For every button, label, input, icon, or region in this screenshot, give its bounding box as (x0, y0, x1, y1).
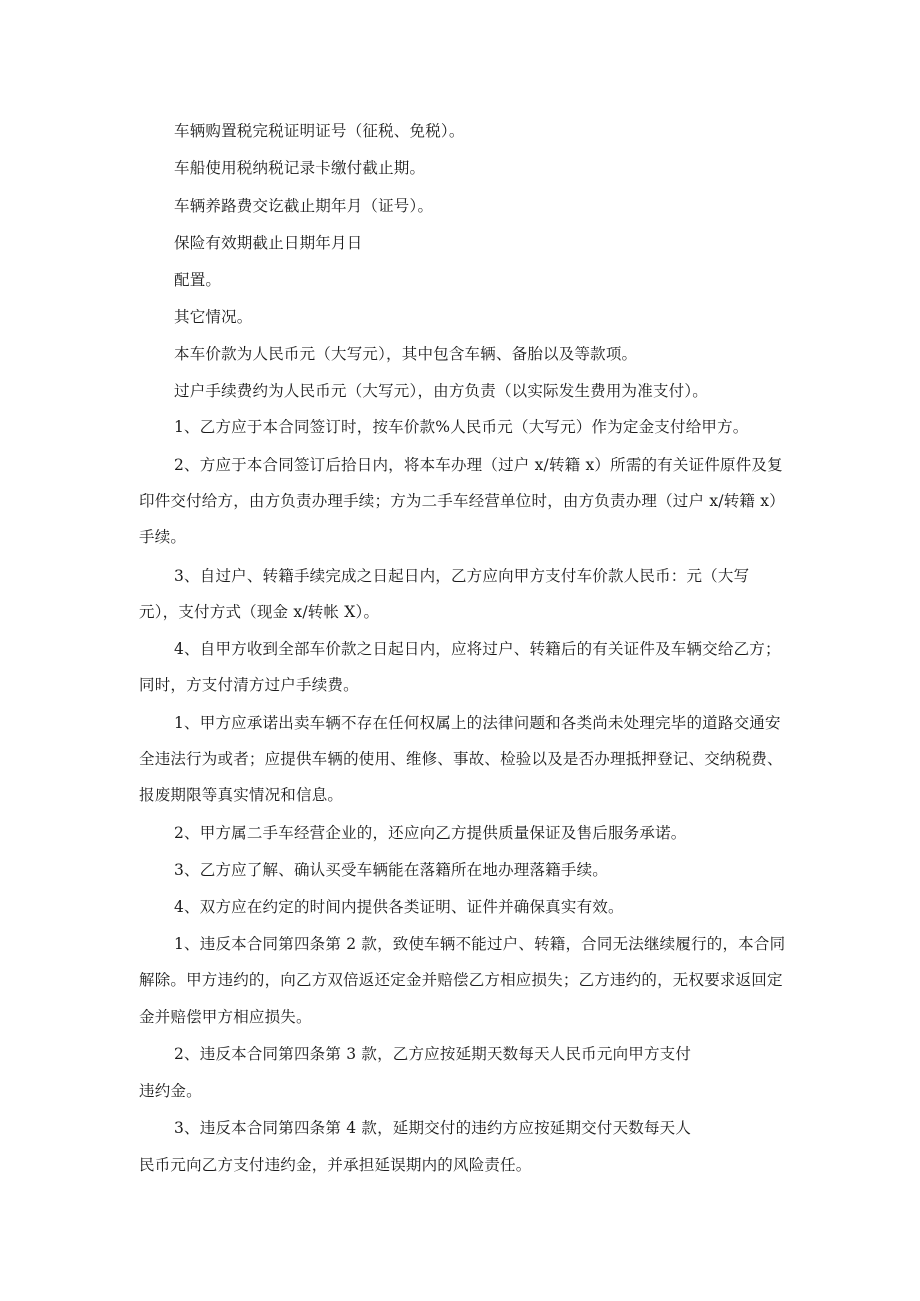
text-line: 保险有效期截止日期年月日 (174, 234, 363, 252)
text-line: 2、方应于本合同签订后拾日内，将本车办理（过户 x/转籍 x）所需的有关证件原件及复 (174, 456, 783, 474)
text-line: 其它情况。 (174, 308, 253, 326)
text-line: 4、双方应在约定的时间内提供各类证明、证件并确保真实有效。 (174, 898, 624, 916)
text-line: 2、甲方属二手车经营企业的，还应向乙方提供质量保证及售后服务承诺。 (174, 824, 687, 842)
text-line: 金并赔偿甲方相应损失。 (139, 1008, 312, 1026)
text-line: 元），支付方式（现金 x/转帐 X）。 (139, 603, 380, 621)
text-line: 过户手续费约为人民币元（大写元），由方负责（以实际发生费用为准支付）。 (174, 382, 709, 400)
text-line: 4、自甲方收到全部车价款之日起日内，应将过户、转籍后的有关证件及车辆交给乙方； (174, 640, 781, 658)
text-line: 印件交付给方，由方负责办理手续；方为二手车经营单位时，由方负责办理（过户 x/转籍 x） (139, 492, 785, 510)
text-line: 2、违反本合同第四条第 3 款，乙方应按延期天数每天人民币元向甲方支付 (174, 1045, 692, 1063)
text-line: 车辆养路费交讫截止期年月（证号）。 (174, 197, 434, 215)
text-line: 解除。甲方违约的，向乙方双倍返还定金并赔偿乙方相应损失；乙方违约的，无权要求返回定 (139, 971, 783, 989)
text-line: 全违法行为或者；应提供车辆的使用、维修、事故、检验以及是否办理抵押登记、交纳税费、 (139, 750, 783, 768)
text-line: 1、甲方应承诺出卖车辆不存在任何权属上的法律问题和各类尚未处理完毕的道路交通安 (174, 714, 781, 732)
text-line: 车船使用税纳税记录卡缴付截止期。 (174, 159, 426, 177)
text-line: 配置。 (174, 271, 222, 289)
text-line: 违约金。 (139, 1082, 202, 1100)
text-line: 3、自过户、转籍手续完成之日起日内，乙方应向甲方支付车价款人民币：元（大写 (174, 567, 750, 585)
text-line: 报废期限等真实情况和信息。 (139, 786, 344, 804)
text-line: 3、违反本合同第四条第 4 款，延期交付的违约方应按延期交付天数每天人 (174, 1119, 692, 1137)
text-line: 1、乙方应于本合同签订时，按车价款%人民币元（大写元）作为定金支付给甲方。 (174, 418, 749, 436)
text-line: 本车价款为人民币元（大写元），其中包含车辆、备胎以及等款项。 (174, 345, 638, 363)
text-line: 手续。 (139, 528, 187, 546)
text-line: 车辆购置税完税证明证号（征税、免税）。 (174, 122, 465, 140)
text-line: 同时，方支付清方过户手续费。 (139, 676, 359, 694)
text-line: 1、违反本合同第四条第 2 款，致使车辆不能过户、转籍，合同无法继续履行的，本合同 (174, 935, 786, 953)
text-line: 3、乙方应了解、确认买受车辆能在落籍所在地办理落籍手续。 (174, 861, 608, 879)
text-line: 民币元向乙方支付违约金，并承担延误期内的风险责任。 (139, 1156, 532, 1174)
